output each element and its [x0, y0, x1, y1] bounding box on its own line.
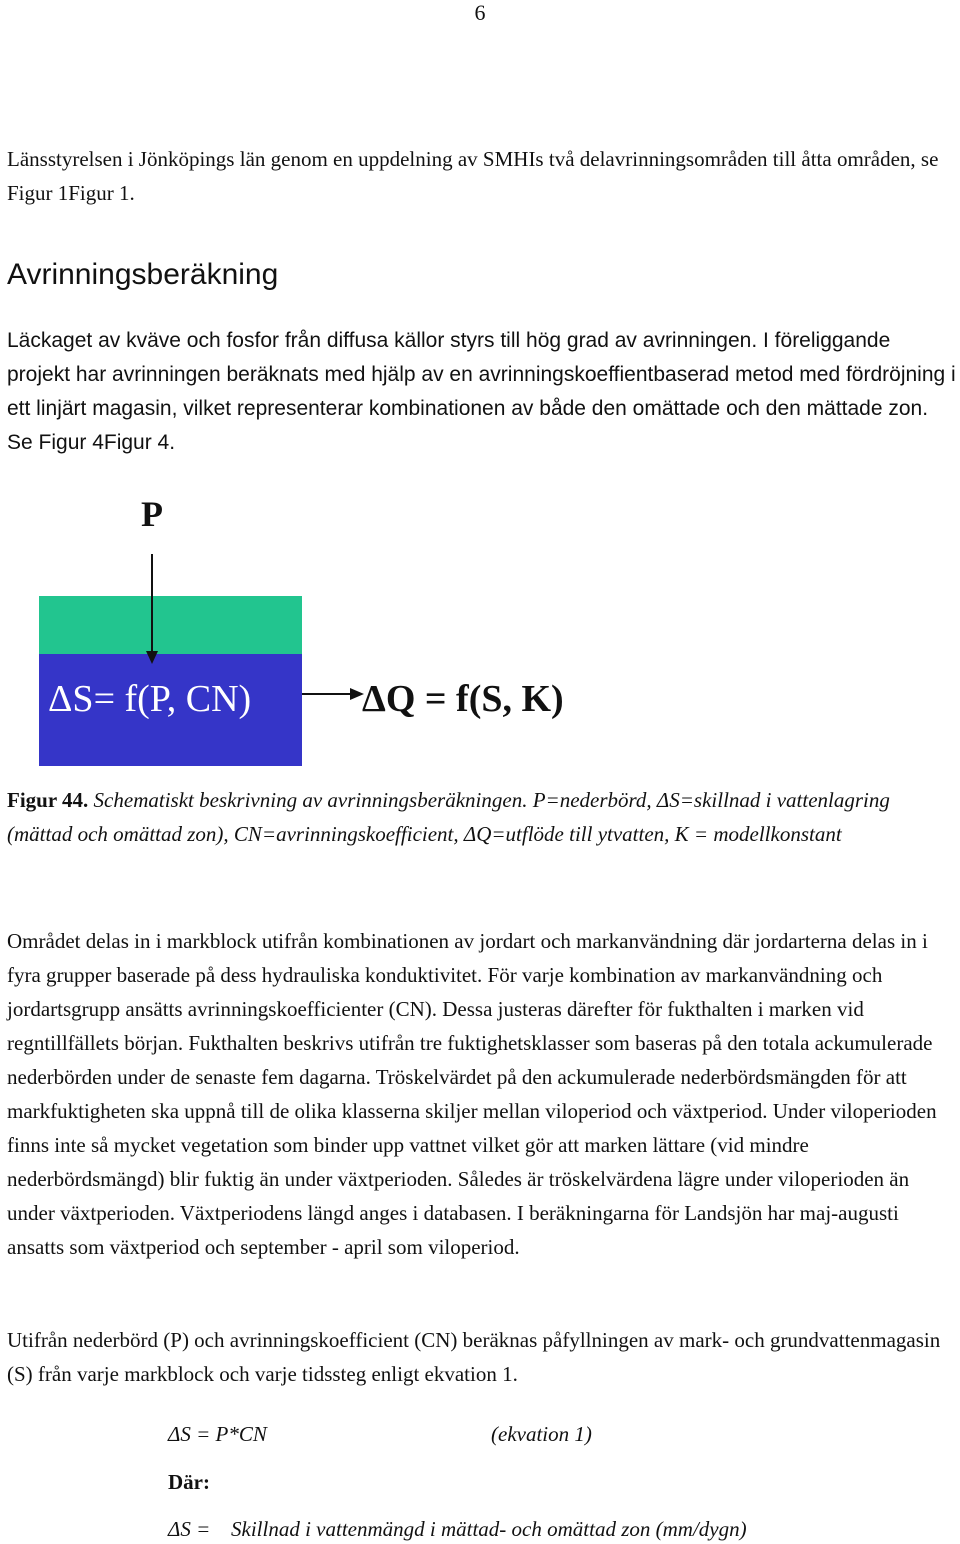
- equation-label: (ekvation 1): [491, 1422, 592, 1446]
- page-number: 6: [474, 0, 486, 25]
- unsaturated-zone-layer: [39, 596, 302, 654]
- caption-text: Schematiskt beskrivning av avrinningsberäkningen. P=nederbörd, ΔS=skillnad i vattenlagring (mättad och omättad zon), CN=avrinningskoefficient, ΔQ=utflöde till ytvatten, K = modellkonstant: [7, 788, 890, 846]
- where-label: Där:: [168, 1470, 210, 1494]
- caption-label: Figur 44.: [7, 788, 89, 812]
- intro-paragraph: Länsstyrelsen i Jönköpings län genom en uppdelning av SMHIs två delavrinningsområden till åtta områden, se Figur 1Figur 1.: [7, 147, 939, 205]
- body-paragraph-3: Utifrån nederbörd (P) och avrinningskoefficient (CN) beräknas påfyllningen av mark- och grundvattenmagasin (S) från varje markblock och varje tidssteg enligt ekvation 1.: [7, 1328, 941, 1386]
- runoff-schematic-figure: [0, 480, 960, 775]
- definition-symbol: ΔS =: [168, 1517, 211, 1541]
- storage-equation-label: ΔS= f(P, CN): [48, 678, 252, 720]
- figure-caption: [7, 783, 957, 851]
- body-paragraph-1: Läckaget av kväve och fosfor från diffusa källor styrs till hög grad av avrinningen. I föreliggande projekt har avrinningen beräknats med hjälp av en avrinningskoeffientbaserad metod med fördröjning i ett linjärt magasin, vilket representerar kombinationen av både den omättade och den mättade zon. Se Figur 4Figur 4.: [7, 329, 956, 454]
- equation-formula: ΔS = P*CN: [168, 1422, 267, 1446]
- definition-text: Skillnad i vattenmängd i mättad- och omättad zon (mm/dygn): [231, 1517, 747, 1541]
- section-heading: Avrinningsberäkning: [7, 258, 279, 291]
- outflow-equation-label: ΔQ = f(S, K): [362, 678, 564, 720]
- precipitation-label: P: [141, 494, 163, 534]
- body-paragraph-2: Området delas in i markblock utifrån kombinationen av jordart och markanvändning där jordarterna delas in i fyra grupper baserade på dess hydrauliska konduktivitet. För varje kombination av markanvändning och jordartsgrupp ansätts avrinningskoefficienter (CN). Dessa justeras därefter för fukthalten i marken vid regntillfällets början. Fukthalten beskrivs utifrån tre fuktighetsklasser som baseras på den totala ackumulerade nederbörden under de senaste fem dagarna. Tröskelvärdet på den ackumulerade nederbördsmängden för att markfuktigheten ska uppnå till de olika klasserna skiljer mellan viloperiod och växtperiod. Under viloperioden finns inte så mycket vegetation som binder upp vattnet vilket gör att marken lättare (vid mindre nederbördsmängd) blir fuktig än under växtperioden. Således är tröskelvärdena lägre under viloperioden än under växtperioden. Växtperiodens längd anges i databasen. I beräkningarna för Landsjön har maj-augusti ansatts som växtperiod och september - april som viloperiod.: [7, 929, 937, 1259]
